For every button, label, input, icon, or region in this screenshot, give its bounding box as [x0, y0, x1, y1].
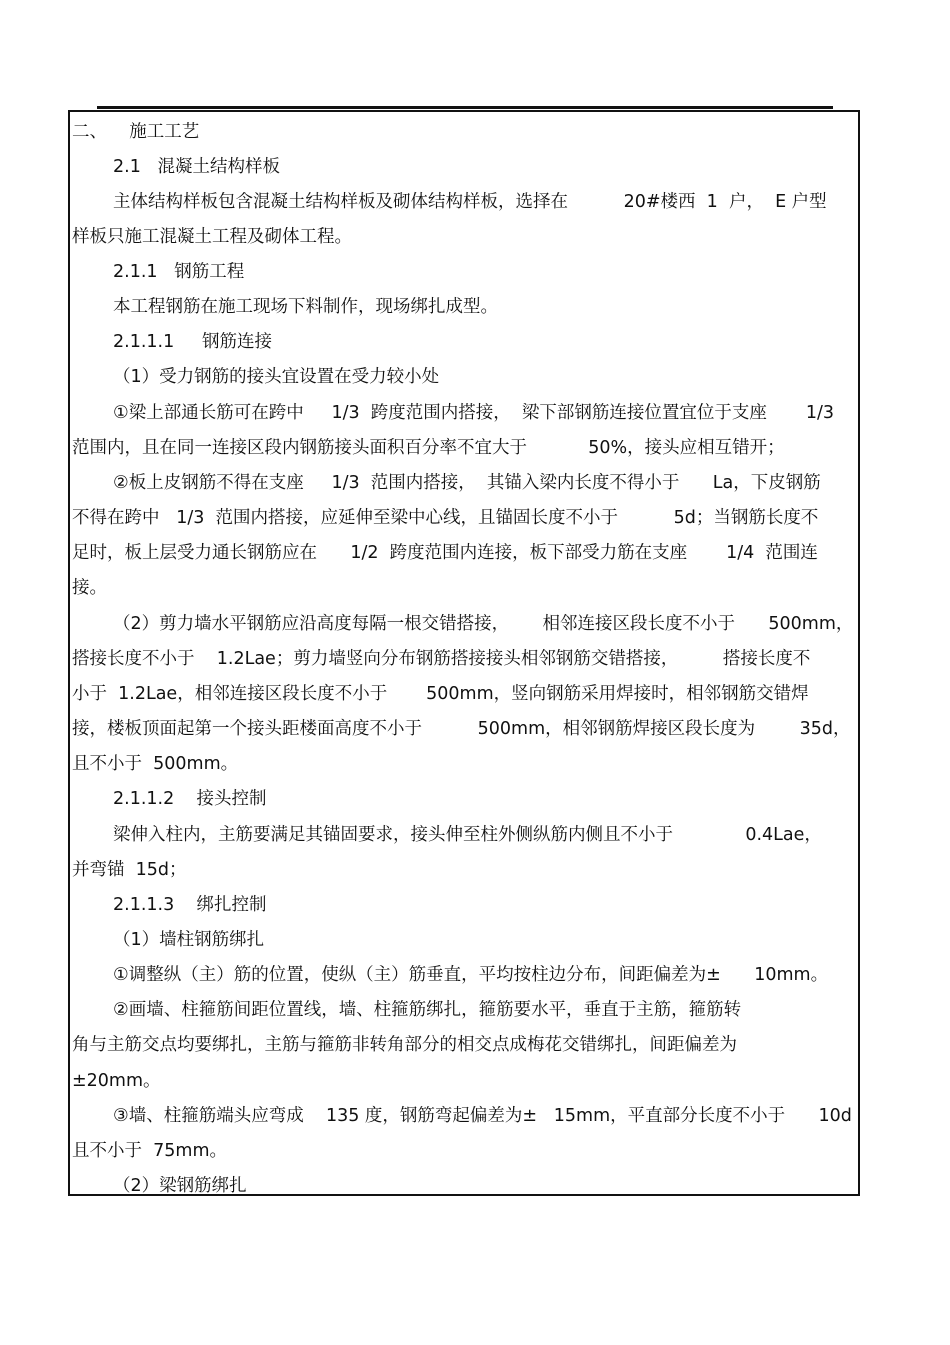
subsection-heading: 2.1.1 钢筋工程: [113, 262, 245, 282]
paragraph-line: ±20mm。: [72, 1071, 161, 1091]
paragraph-line: 不得在跨中 1/3 范围内搭接，应延伸至梁中心线，且锚固长度不小于 5d；当钢筋长度不: [72, 508, 819, 528]
subsection-heading: 2.1.1.3 绑扎控制: [113, 895, 267, 915]
paragraph-line: 搭接长度不小于 1.2Lae；剪力墙竖向分布钢筋搭接接头相邻钢筋交错搭接， 搭接长度不: [72, 649, 811, 669]
paragraph-line: 小于 1.2Lae，相邻连接区段长度不小于 500mm，竖向钢筋采用焊接时，相邻钢筋交错焊: [72, 684, 809, 704]
paragraph-line: ①梁上部通长筋可在跨中 1/3 跨度范围内搭接， 梁下部钢筋连接位置宜位于支座 1/3: [113, 403, 835, 423]
section-heading: 二、 施工工艺: [72, 122, 200, 142]
subsection-heading: 2.1 混凝土结构样板: [113, 157, 281, 177]
paragraph-line: ②板上皮钢筋不得在支座 1/3 范围内搭接， 其锚入梁内长度不得小于 La，下皮钢筋: [113, 473, 821, 493]
subsection-heading: 2.1.1.2 接头控制: [113, 789, 267, 809]
list-heading: （2）剪力墙水平钢筋应沿高度每隔一根交错搭接， 相邻连接区段长度不小于 500mm，: [113, 614, 854, 634]
paragraph-line: 本工程钢筋在施工现场下料制作，现场绑扎成型。: [113, 297, 498, 317]
top-rule: [97, 106, 833, 109]
paragraph-line: 且不小于 75mm。: [72, 1141, 227, 1161]
paragraph-line: ①调整纵（主）筋的位置，使纵（主）筋垂直，平均按柱边分布，间距偏差为± 10mm。: [113, 965, 829, 985]
list-heading: （1）墙柱钢筋绑扎: [113, 930, 265, 950]
paragraph-line: 梁伸入柱内，主筋要满足其锚固要求，接头伸至柱外侧纵筋内侧且不小于 0.4Lae，: [113, 825, 822, 845]
paragraph-line: 范围内，且在同一连接区段内钢筋接头面积百分率不宜大于 50%，接头应相互错开；: [72, 438, 785, 458]
paragraph-line: 接，楼板顶面起第一个接头距楼面高度不小于 500mm，相邻钢筋焊接区段长度为 35d，: [72, 719, 851, 739]
paragraph-line: 角与主筋交点均要绑扎，主筋与箍筋非转角部分的相交点成梅花交错绑扎，间距偏差为: [72, 1035, 737, 1055]
paragraph-line: 主体结构样板包含混凝土结构样板及砌体结构样板，选择在 20#楼西 1 户， E 户型: [113, 192, 827, 212]
paragraph-line: ③墙、柱箍筋端头应弯成 135 度，钢筋弯起偏差为± 15mm，平直部分长度不小于 10d: [113, 1106, 852, 1126]
paragraph-line: 接。: [72, 578, 107, 598]
list-heading: （2）梁钢筋绑扎: [113, 1176, 247, 1196]
paragraph-line: 且不小于 500mm。: [72, 754, 239, 774]
list-heading: （1）受力钢筋的接头宜设置在受力较小处: [113, 367, 440, 387]
paragraph-line: 足时，板上层受力通长钢筋应在 1/2 跨度范围内连接，板下部受力筋在支座 1/4 范围连: [72, 543, 818, 563]
paragraph-line: 并弯锚 15d；: [72, 860, 187, 880]
paragraph-line: ②画墙、柱箍筋间距位置线，墙、柱箍筋绑扎，箍筋要水平，垂直于主筋，箍筋转: [113, 1000, 742, 1020]
paragraph-line: 样板只施工混凝土工程及砌体工程。: [72, 227, 352, 247]
subsection-heading: 2.1.1.1 钢筋连接: [113, 332, 273, 352]
